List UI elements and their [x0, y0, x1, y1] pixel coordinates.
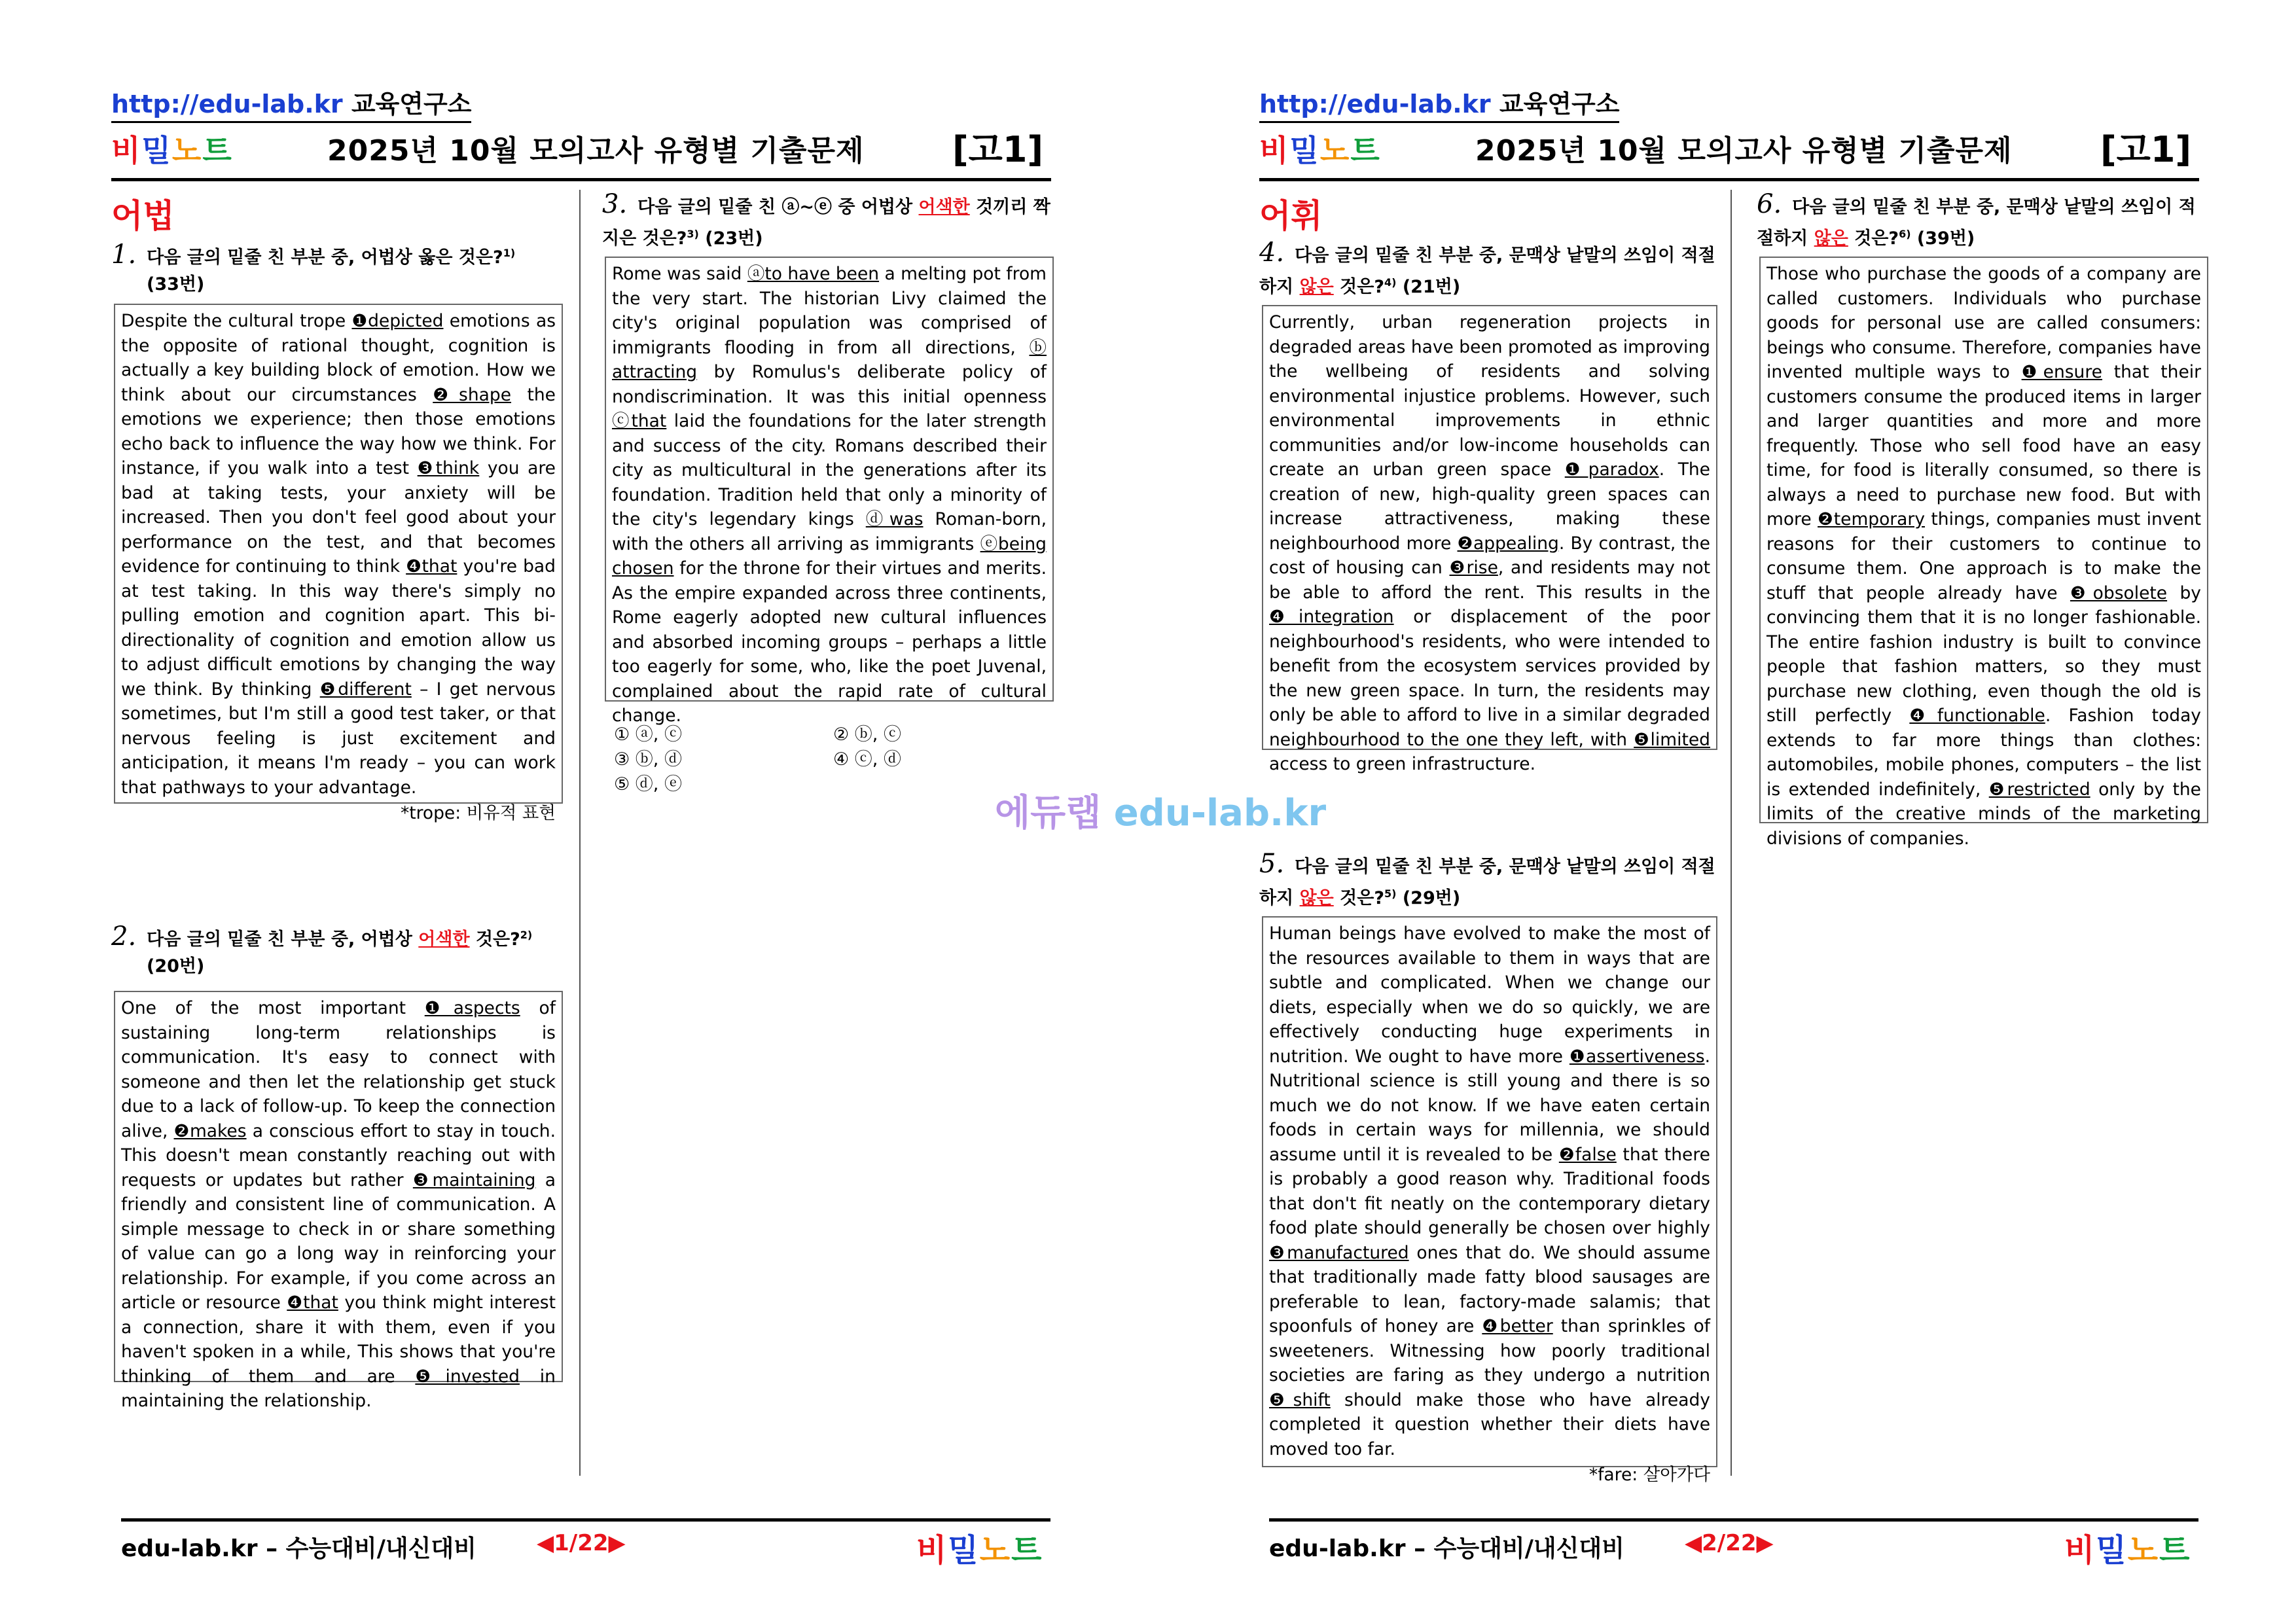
brand-char: 노 — [2127, 1532, 2160, 1569]
question-source: (23번) — [705, 228, 763, 249]
watermark-kr: 에듀랩 — [995, 792, 1102, 834]
brand-char: 밀 — [141, 133, 172, 168]
footer-brand-logo — [916, 1525, 1043, 1570]
passage-text: you're bad at test taking. In this way there's simply no pulling emotion and cognition apart. This bi-directionality of cognition and emotion allow us to adjust difficult emotions by changing the way we think. By thinking — [121, 556, 556, 700]
passage-text: by Romulus's deliberate policy of nondiscrimination. It was this initial openness — [612, 362, 1047, 407]
underlined-option: ❶ensure — [2021, 362, 2102, 382]
underlined-option: ❸maintaining — [412, 1169, 536, 1190]
passage-note: *fare: 살아가다 — [1588, 1465, 1710, 1485]
header-divider — [111, 178, 1051, 181]
underlined-option: ❷temporary — [1818, 509, 1926, 529]
question-number: 4. — [1259, 238, 1285, 268]
brand-char: 비 — [2064, 1532, 2096, 1569]
choice-item[interactable]: ⑤ ⓓ, ⓔ — [614, 774, 682, 794]
passage-text: . The creation of new, high-quality green spaces can increase attractiveness, making these neighbourhood more — [1269, 459, 1710, 554]
underlined-option: ❹that — [287, 1293, 338, 1313]
underlined-option: ❶paradox — [1564, 459, 1659, 480]
passage-text: that their customers consume the produced items in larger and larger quantities and more and more frequently. Those who sell food have an easy time, for food is literally consumed, so there is always a need to purchase new food. But with more — [1767, 362, 2202, 529]
underlined-option: ❹integration — [1269, 607, 1394, 627]
question-source: (33번) — [147, 274, 205, 294]
question-number: 5. — [1259, 849, 1285, 879]
passage-text: emotions as the opposite of rational thought, cognition is actually a key building block of emotion. How we think about our circumstances — [121, 311, 556, 405]
brand-char: 밀 — [1289, 133, 1320, 168]
question-5-passage — [1262, 916, 1717, 1485]
brand-char: 트 — [1350, 133, 1381, 168]
underlined-option: ❹that — [406, 556, 457, 577]
question-text: 것은? — [469, 929, 520, 950]
underlined-option: ❷false — [1558, 1144, 1617, 1165]
underlined-option: ❺shift — [1269, 1389, 1331, 1410]
underlined-option: ❷makes — [173, 1120, 247, 1141]
footnote-ref: 6) — [1899, 228, 1911, 240]
brand-char: 트 — [1011, 1532, 1043, 1569]
choice-item[interactable]: ③ ⓑ, ⓓ — [614, 749, 682, 770]
passage-text: you are bad at taking tests, your anxiety will be increased. Then you don't feel good about your performance on the test, and that becomes evidence for continuing to think — [121, 458, 556, 577]
underlined-option: ⓑ attracting — [612, 337, 1047, 382]
footnote-ref: 1) — [503, 247, 516, 259]
underlined-option: ❺invested — [415, 1366, 520, 1387]
question-source: (21번) — [1402, 277, 1461, 297]
underlined-option: ❺restricted — [1988, 779, 2090, 800]
underlined-option: ❺limited — [1634, 729, 1710, 750]
passage-text: Those who purchase the goods of a company are called customers. Individuals who purchase goods for personal use are called consumers: beings who consume. Therefore, companies have invented multiple ways to — [1767, 264, 2201, 382]
question-text: 다음 글의 밑줄 친 부분 중, 문맥상 낱말의 쓰임이 적절하지 — [1757, 197, 2196, 249]
brand-char: 노 — [979, 1532, 1012, 1569]
underlined-option: ❸think — [417, 458, 480, 478]
brand-char: 트 — [202, 133, 233, 168]
passage-text: that there is probably a good reason why. Traditional foods that don't fit neatly on the contemporary dietary food plate should generally be chosen over highly — [1269, 1144, 1710, 1238]
page-title: 2025년 10월 모의고사 유형별 기출문제 — [1475, 134, 2013, 168]
brand-char: 비 — [916, 1532, 948, 1569]
question-text: 것은? — [1333, 888, 1384, 908]
footnote-ref: 5) — [1384, 887, 1397, 900]
brand-char: 비 — [1259, 133, 1290, 168]
choice-item[interactable]: ④ ⓒ, ⓓ — [833, 749, 901, 770]
passage-text: than sprinkles of sweeteners. Witnessing how poorly traditional societies are faring as they undergo a nutrition — [1269, 1316, 1710, 1385]
passage-text: Currently, urban regeneration projects in degraded areas have been promoted as improving the wellbeing of residents and solving environmental injustice problems. However, such environmental improvements in ethnic communities and/or low-income households can create an urban green space — [1269, 312, 1710, 480]
question-text: 다음 글의 밑줄 친 부분 중, 어법상 — [147, 929, 419, 950]
choice-item[interactable]: ① ⓐ, ⓒ — [614, 724, 682, 745]
underlined-option: ⓒthat — [612, 411, 667, 431]
passage-text: . By contrast, the cost of housing can — [1269, 533, 1710, 578]
grade-label: [고1] — [2100, 129, 2192, 170]
underlined-option: ❶aspects — [424, 998, 520, 1018]
watermark — [995, 784, 1326, 836]
question-3-passage — [605, 257, 1054, 726]
page-number: ◀1/22▶ — [537, 1530, 626, 1556]
question-text: 것은? — [1333, 277, 1384, 297]
passage-text: by convincing them that it is no longer fashionable. The entire fashion industry is built to convince people that fashion matters, so they must purchase new clothing, even though the old is still perfectly — [1767, 582, 2201, 726]
footer-brand-logo — [2064, 1525, 2191, 1570]
question-2-prompt — [111, 921, 563, 980]
underlined-option: ❸manufactured — [1269, 1242, 1409, 1263]
site-link[interactable]: http://edu-lab.kr — [111, 90, 343, 118]
underlined-option: ❺different — [319, 679, 412, 700]
passage-text: you think might interest a connection, share it with them, even if you haven't spoken in a while, This shows that you're thinking of them and are — [121, 1293, 556, 1387]
question-1-passage — [114, 304, 563, 823]
footnote-ref: 2) — [520, 929, 533, 941]
footnote-ref: 3) — [687, 228, 699, 240]
emphasis-text: 않은 — [1814, 228, 1848, 249]
footer-divider — [1269, 1518, 2198, 1522]
brand-logo — [1259, 127, 1381, 170]
emphasis-text: 않은 — [1299, 888, 1334, 908]
question-number: 1. — [111, 240, 137, 270]
question-number: 3. — [602, 189, 628, 219]
underlined-option: ❶assertiveness — [1569, 1046, 1705, 1067]
question-source: (39번) — [1916, 228, 1975, 249]
question-number: 6. — [1757, 189, 1782, 219]
passage-text: One of the most important — [121, 998, 425, 1018]
passage-text: only by the limits of the creative minds of the marketing divisions of companies. — [1767, 779, 2201, 849]
answer-choices — [614, 722, 1052, 797]
underlined-option: ⓔbeing chosen — [612, 533, 1047, 579]
question-6-prompt — [1757, 191, 2208, 252]
underlined-option: ❸obsolete — [2070, 582, 2168, 603]
footer-site: edu-lab.kr – 수능대비/내신대비 — [121, 1535, 476, 1562]
grade-label: [고1] — [952, 129, 1044, 170]
question-5-prompt — [1259, 851, 1717, 912]
underlined-option: ❹better — [1482, 1316, 1553, 1336]
passage-text: , and residents may not be able to afford the rent. This results in the — [1269, 558, 1711, 603]
header-url — [111, 84, 471, 123]
question-1-prompt — [111, 240, 563, 298]
passage-text: should make those who have already completed it question whether their diets have moved too far. — [1269, 1389, 1710, 1459]
section-title-grammar: 어법 — [111, 197, 175, 235]
passage-text: . Nutritional science is still young and there is so much we do not know. If we have eaten certain foods in certain ways for millennia, we should assume until it is revealed to be — [1269, 1046, 1710, 1165]
question-text: 것은? — [1848, 228, 1899, 249]
question-4-passage — [1262, 305, 1717, 774]
brand-char: 밀 — [948, 1532, 980, 1569]
brand-char: 비 — [111, 133, 142, 168]
site-link[interactable]: http://edu-lab.kr — [1259, 90, 1491, 118]
footer-site: edu-lab.kr – 수능대비/내신대비 — [1269, 1535, 1624, 1562]
passage-text: Rome was said — [612, 264, 747, 284]
brand-char: 노 — [171, 133, 203, 168]
header-url — [1259, 84, 1619, 123]
column-divider — [579, 190, 581, 1476]
question-text: 것끼리 짝지은 것은? — [602, 197, 1050, 249]
footnote-ref: 4) — [1384, 276, 1397, 289]
question-text: 다음 글의 밑줄 친 부분 중, 문맥상 낱말의 쓰임이 적절하지 — [1259, 245, 1715, 297]
question-number: 2. — [111, 921, 137, 952]
passage-text: for the throne for their virtues and merits. As the empire expanded across three continents, Rome eagerly adopted new cultural influences and absorbed incoming groups – perhaps a little too eagerly for some, who, like the poet Juvenal, complained about the rapid rate of cultural change. — [612, 558, 1047, 726]
brand-logo — [111, 127, 233, 170]
passage-text: in maintaining the relationship. — [121, 1366, 556, 1411]
org-name: 교육연구소 — [1499, 90, 1620, 118]
question-source: (20번) — [147, 956, 205, 976]
passage-text: of sustaining long-term relationships is communication. It's easy to connect with someone and then let the relationship get stuck due to a lack of follow-up. To keep the connection alive, — [121, 998, 556, 1141]
page-number: ◀2/22▶ — [1685, 1530, 1774, 1556]
brand-char: 밀 — [2096, 1532, 2128, 1569]
passage-text: Human beings have evolved to make the most of the resources available to them in ways that are subtle and complicated. When we change our diets, especially when we do so quickly, we are effectively conducting huge experiments in nutrition. We ought to have more — [1269, 923, 1710, 1067]
underlined-option: ❷shape — [433, 384, 512, 405]
passage-text: . Fashion today extends to far more things than clothes: automobiles, mobile phones, computers – the list is extended indefinitely, — [1767, 705, 2201, 800]
passage-text: ones that do. We should assume that traditionally made fatty blood sausages are preferable to lean, factory-made salamis; that spoonfuls of honey are — [1269, 1242, 1710, 1336]
question-6-passage — [1759, 257, 2208, 849]
brand-char: 트 — [2159, 1532, 2191, 1569]
question-2-passage — [114, 991, 563, 1411]
passage-note: *trope: 비유적 표현 — [400, 803, 556, 823]
passage-text: a friendly and consistent line of communication. A simple message to check in or share something of value can go a long way in reinforcing your relationship. For example, if you come across an article or resource — [121, 1169, 556, 1313]
question-source: (29번) — [1402, 888, 1461, 908]
header-divider — [1259, 178, 2199, 181]
watermark-en: edu-lab.kr — [1113, 792, 1327, 834]
passage-text: things, companies must invent reasons for their customers to continue to consume them. One approach is to make the stuff that people already have — [1767, 509, 2202, 603]
brand-char: 노 — [1319, 133, 1351, 168]
question-text: 다음 글의 밑줄 친 ⓐ~ⓔ 중 어법상 — [637, 197, 919, 217]
choice-item[interactable]: ② ⓑ, ⓒ — [833, 724, 901, 745]
underlined-option: ❹functionable — [1909, 705, 2045, 726]
question-text: 다음 글의 밑줄 친 부분 중, 어법상 옳은 것은? — [147, 247, 503, 268]
underlined-option: ❸rise — [1449, 558, 1498, 578]
passage-text: a melting pot from the very start. The historian Livy claimed the city's original population was comprised of immigrants flooding in from all directions, — [612, 264, 1047, 358]
passage-text: a conscious effort to stay in touch. This doesn't mean constantly reaching out with requests or updates but rather — [121, 1120, 556, 1190]
passage-text: the emotions we experience; then those emotions echo back to influence the way how we think. For instance, if you walk into a test — [121, 384, 556, 478]
passage-text: – I get nervous sometimes, but I'm still a good test taker, or that nervous feeling is just excitement and anticipation, it means I'm ready – you can work that pathways to your advantage. — [121, 679, 556, 798]
emphasis-text: 어색한 — [418, 929, 470, 950]
column-divider — [1731, 190, 1732, 1476]
underlined-option: ⓓwas — [865, 509, 924, 529]
org-name: 교육연구소 — [351, 90, 472, 118]
question-3-prompt — [602, 191, 1054, 252]
underlined-option: ⓐto have been — [747, 264, 880, 284]
passage-text: Despite the cultural trope — [121, 311, 352, 331]
question-text: 다음 글의 밑줄 친 부분 중, 문맥상 낱말의 쓰임이 적절하지 — [1259, 857, 1715, 908]
question-4-prompt — [1259, 240, 1717, 300]
section-title-vocab: 어휘 — [1259, 197, 1323, 235]
passage-text: or displacement of the poor neighbourhood's residents, who were intended to benefit from the ecosystem services provided by the new green space. In turn, the residents may only be able to afford to live in a similar degraded neighbourhood to the one they left, with — [1269, 607, 1710, 750]
page-title: 2025년 10월 모의고사 유형별 기출문제 — [327, 134, 865, 168]
footer-divider — [121, 1518, 1050, 1522]
passage-text: access to green infrastructure. — [1269, 754, 1536, 774]
emphasis-text: 어색한 — [918, 197, 970, 217]
underlined-option: ❶depicted — [351, 311, 444, 331]
passage-text: laid the foundations for the later strength and success of the city. Romans described their city as multicultural in the generations after its foundation. Tradition held that only a minority of the city's legendary kings — [612, 411, 1047, 529]
emphasis-text: 않은 — [1299, 277, 1334, 297]
passage-text: Roman-born, with the others all arriving as immigrants — [612, 509, 1047, 554]
underlined-option: ❷appealing — [1457, 533, 1559, 554]
